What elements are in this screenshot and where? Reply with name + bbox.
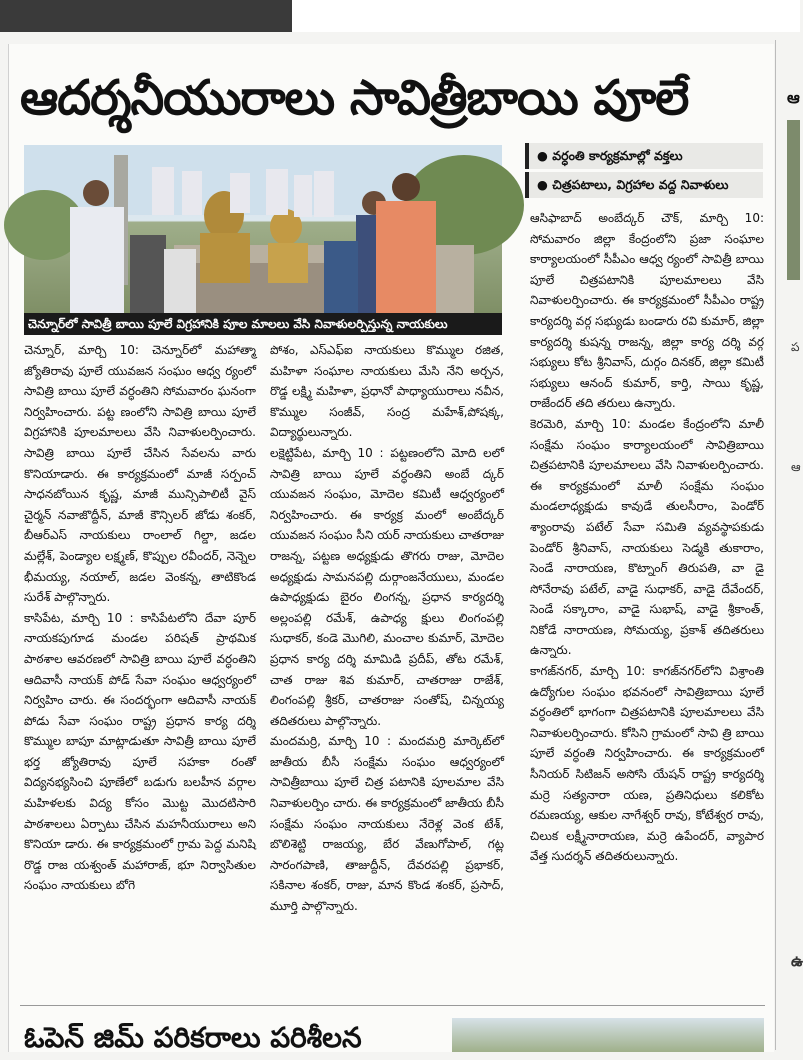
article-photo bbox=[24, 145, 502, 313]
adjacent-article-text: ఆ bbox=[791, 460, 801, 474]
adjacent-article-text: ప bbox=[791, 340, 800, 354]
column-divider bbox=[775, 40, 776, 1050]
photo-illustration bbox=[24, 145, 502, 313]
kicker-text: వర్ధంతి కార్యక్రమాల్లో వక్తలు bbox=[552, 148, 683, 163]
paragraph-kasipet: కాసిపేట, మార్చి 10 : కాసిపేటలోని దేవా పూర్ నాయకపుగూడ మండల పరిషత్ ప్రాథమిక పాఠశాల ఆవరణలో సావిత్రి బాయి పూలే వర్ధంతిని ఆదివాసీ నాయక్ పోడ్ సేవా సంఘం ఆధ్వర్యంలో నిర్వహిం చారు. ఈ సందర్భంగా ఆదివాసీ నాయక్ పోడు సేవా సంఘం రాష్ట్ర ప్రధాన కార్య దర్శి కొమ్ముల బాపూ మాట్లాడుతూ సావిత్రీ బాయి పూలే భర్త జ్యోతిరావు పూలే సహకా రంతో విద్యనభ్యసించి పూణేలో బడుగు బలహీన వర్గాల మహిళలకు విద్య కోసం మొట్ట మొదటిసారి పాఠశాలలు ఏర్పాటు చేసిన మహనీయురాలు అని కొనియా డారు. ఈ కార్యక్రమంలో గ్రామ పెద్ద మనిషి రొడ్డ రాజ యశ్వంత్ మహారాజ్, భూ నిర్వాసితుల సంఘం నాయకులు బోగె bbox=[24, 610, 256, 893]
kicker-speakers bbox=[525, 143, 763, 169]
section-divider bbox=[20, 1005, 765, 1006]
adjacent-article-strip bbox=[777, 40, 803, 1052]
article-column-1 bbox=[24, 340, 256, 1000]
adjacent-article-headline-glyph: ఆ bbox=[787, 88, 800, 107]
article-column-2 bbox=[270, 340, 504, 1000]
paragraph-luxettipet: లక్షెట్టిపేట, మార్చి 10 : పట్టణంలోని మోది లలో సావిత్రి బాయి పూలే వర్ధంతిని అంబే ద్కర్ యువజన సంఘం, మోదెల కమిటీ ఆధ్వర్యంలో నిర్వహించారు. ఈ కార్యక్ర మంలో అంబేద్కర్ యువజన సంఘం సీని యర్ నాయకులు చాతరాజు రాజన్న, పట్టణ అధ్యక్షుడు తొగరు రాజు, మోదెల అధ్యక్షుడు సామనపల్లి దుర్గాంజనేయులు, మండల ఉపాధ్యక్షుడు బైరం లింగన్న, ప్రధాన కార్యదర్శి అల్లంపల్లి రమేశ్, ఉపాధ్య క్షులు లింగంపల్లి సుధాకర్, కండె మొగిలి, మంచాల కుమార్, మోదెల ప్రధాన కార్య దర్శి మామిడి ప్రదీప్, తోట రమేశ్, చాత రాజు శివ కుమార్, చాతరాజు రాజేశ్, లింగంపల్లి శ్రీకర్, చాతరాజు సంతోష్, చిన్నయ్య తదితరులు పాల్గొన్నారు. bbox=[270, 445, 504, 728]
paragraph-asifabad: ఆసిఫాబాద్ అంబేద్కర్ చౌక్, మార్చి 10: సోమవారం జిల్లా కేంద్రంలోని ప్రజా సంఘాల కార్యాలయంలో సీపీఎం ఆధ్వ ర్యంలో సావిత్రీ బాయి పూలే చిత్రపటానికి పూలమాలలు వేసి నివాళులర్పించారు. ఈ కార్యక్రమంలో సీపీఎం రాష్ట్ర కార్యదర్శి వర్గ సభ్యుడు బండారు రవి కుమార్, జిల్లా కార్యదర్శి కుషన్న రాజన్న, జిల్లా కార్య దర్శి వర్గ సభ్యులు కోట శ్రీనివాస్, దుర్గం దినకర్, జిల్లా కమిటీ సభ్యులు ఆనంద్ కుమార్, కార్తి, సాయి కృష్ణ, రాజేందర్ తది తరులు ఉన్నారు. bbox=[530, 211, 764, 411]
paragraph-kerameri: కెరమెరి, మార్చి 10: మండల కేంద్రంలోని మాలీ సంక్షేమ సంఘం కార్యాలయంలో సావిత్రిబాయి చిత్రపటానికి పూలమాలలు వేసి నివాళులర్పించారు. ఈ కార్యక్రమంలో మాలీ సంక్షేమ సంఘం మండలాధ్యక్షుడు కావుడే తులసీరాం, పెండోర్ శ్యాంరావు పటేల్ సేవా సమితి వ్యవస్థాపకుడు పెండోర్ శ్రీనివాస్, నాయకులు సెడ్మకి తుకారాం, సెండే నారాయణ, కొట్నాంగ్ తిరుపతి, వా డై సోనేరావు పటేల్, వాడై సుధాకర్, వాడై దేవేందర్, సెండే సక్కారాం, వాడై సుభాష్, వాడై శ్రీకాంత్, నికోడే నారాయణ, సోమయ్య, ప్రకాశ్ తదితరులు ఉన్నారు. bbox=[530, 416, 764, 658]
next-article-headline: ఓపెన్ జిమ్ పరికరాలు పరిశీలన bbox=[24, 1021, 362, 1054]
article-headline: ఆదర్శనీయురాలు సావిత్రీబాయి పూలే bbox=[20, 70, 689, 126]
paragraph-chennur: చెన్నూర్, మార్చి 10: చెన్నూర్‌లో మహాత్మా జ్యోతిరావు పూలే యువజన సంఘం ఆధ్వ ర్యంలో సావిత్రి బాయి పూలే వర్ధంతిని సోమవారం ఘనంగా నిర్వహించారు. పట్ట ణంలోని సావిత్రి బాయి పూలే విగ్రహానికి పూలమాలలు వేసి నివాళులర్పించారు. సావిత్రి బాయి పూలే చేసిన సేవలను వారు కొనియాడారు. ఈ కార్యక్రమంలో మాజీ సర్పంచ్ సాధనబోయిన కృష్ణ, మాజీ మున్సిపాలిటీ వైస్ చైర్మన్ నవాజొద్దీన్, మాజీ కౌన్సిలర్ జోడు శంకర్, బీఆర్ఎస్ నాయకులు రాంలాల్ గిల్డా, జడల మల్లేశ్, పెండ్యాల లక్ష్మణ్, కొప్పుల రవీందర్, నెన్నెల భీమయ్య, నయాల్, జడల వెంకన్న, తాటికొండ సురేశ్ పాల్గొన్నారు. bbox=[24, 343, 256, 605]
photo-caption: చెన్నూర్‌లో సావిత్రీ బాయి పూలే విగ్రహానికి పూల మాలలు వేసి నివాళులర్పిస్తున్న నాయకులు bbox=[24, 313, 502, 335]
paragraph-kagaznagar: కాగజ్‌నగర్, మార్చి 10: కాగజ్‌నగర్‌లోని విశ్రాంతి ఉద్యోగుల సంఘం భవనంలో సావిత్రిబాయి పూలే వర్ధంతిలో భాగంగా చిత్రపటానికి పూలమాలలు వేసి నివాళులర్పించారు. కోసిని గ్రామంలో సావి త్రి బాయి పూలే వర్ధంతి నిర్వహించారు. ఈ కార్యక్రమంలో సీనియర్ సిటిజన్ అసోసి యేషన్ రాష్ట్ర కార్యదర్శి మర్రె సత్యనారా యణ, ప్రతినిధులు కలికోట రమణయ్య, ఆకుల నాగేశ్వర్ రావు, కోటేశ్వర రావు, చిలుక లక్ష్మీనారాయణ, మర్రె ఉపేందర్, వ్యాపార వేత్త సుదర్శన్ తదితరులున్నారు. bbox=[530, 664, 764, 864]
paragraph-kasipet-cont: పోశం, ఎస్‌ఎఫ్‌ఐ నాయకులు కొమ్ముల రజిత, మహిళా సంఘాల నాయకులు మేసి నేని అర్చన, రొడ్డ లక్ష్మి మహిళా, ప్రధానో పాధ్యాయురాలు నవీన, కొమ్ముల సంజీవ్, సంద్ర మహేశ్,పోషక్క, విద్యార్థులున్నారు. bbox=[270, 343, 504, 440]
adjacent-article-photo bbox=[787, 120, 800, 280]
bullet-icon: ● bbox=[537, 148, 553, 163]
article-column-3 bbox=[530, 208, 764, 1000]
next-article-photo bbox=[452, 1018, 764, 1052]
kicker-text: చిత్రపటాలు, విగ్రహాల వద్ద నివాళులు bbox=[552, 177, 729, 192]
bullet-icon: ● bbox=[537, 177, 553, 192]
adjacent-article-text: ఉ bbox=[791, 952, 803, 970]
paragraph-mandamarri: మందమర్రి, మార్చి 10 : మందమర్రి మార్కెట్‌లో జాతీయ బీసీ సంక్షేమ సంఘం ఆధ్వర్యంలో సావిత్రీబాయి పూలే చిత్ర పటానికి పూలమాల వేసి నివాళులర్పిం చారు. ఈ కార్యక్రమంలో జాతీయ బీసీ సంక్షేమ సంఘం నాయకులు నేరెళ్ల వెంక టేశ్, బొలిశెట్టి రాజయ్య, బేర వేణుగోపాల్, గట్ల సారంగపాణి, తాజుద్దీన్, దేవరపల్లి ప్రభాకర్, సకినాల శంకర్, రాజు, మాన కొండ శంకర్, ప్రసాద్, మూర్తి పాల్గొన్నారు. bbox=[270, 734, 504, 914]
top-section-tab bbox=[0, 0, 292, 32]
kicker-tributes bbox=[525, 172, 763, 198]
